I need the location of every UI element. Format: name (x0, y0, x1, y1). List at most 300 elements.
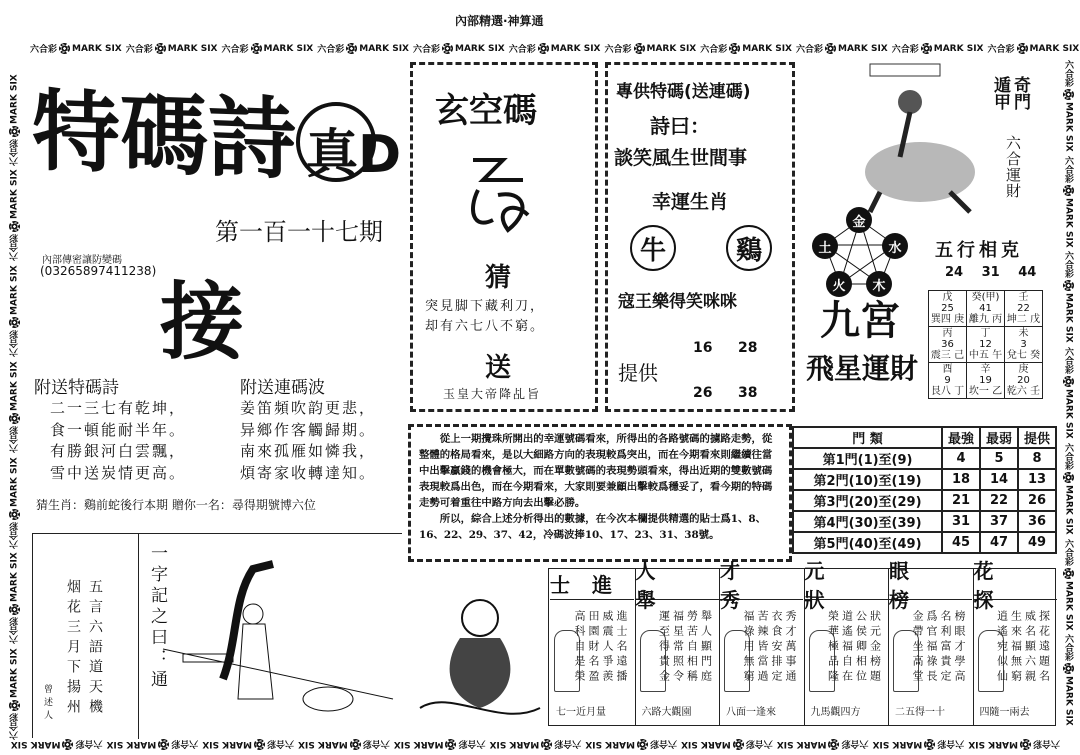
mark-six-logo (873, 738, 965, 751)
wuxing-number: 24 (945, 265, 964, 280)
lady-rabbit-illustration (143, 539, 403, 739)
rank-verse-line: 福祿用無窮 (742, 610, 755, 685)
wuxing-number: 31 (981, 265, 1000, 280)
palace-number: 3 (1020, 339, 1027, 350)
mark-six-border-bottom (10, 738, 1060, 751)
brand-en: MARK SIX (838, 43, 888, 54)
brand-en: MARK SIX (681, 739, 731, 750)
provide-label: 提供 (618, 361, 658, 385)
poem1-line: 雪中送炭情更高。 (50, 463, 187, 482)
rank-title-char: 眼榜 (889, 558, 931, 612)
gate-table-cell: 36 (1018, 511, 1056, 532)
rank-title-char: 人舉 (635, 558, 678, 612)
brand-zh: 六合彩 (1063, 251, 1073, 279)
flower-logo-icon (9, 700, 20, 711)
element-earth: 土 (812, 233, 838, 259)
rank-verse-line: 金帶坐高堂 (911, 610, 924, 685)
rank-verse-line: 公侯卿相位 (854, 610, 868, 685)
brand-en: MARK SIX (298, 739, 348, 750)
rank-verse (995, 610, 1051, 685)
palace-number: 20 (1017, 375, 1030, 386)
mark-six-logo (892, 42, 984, 55)
flower-logo-icon (251, 43, 262, 54)
gate-table-cell: 4 (942, 448, 980, 469)
rank-column (635, 558, 719, 726)
palace-direction: 乾六 壬 (1006, 386, 1041, 397)
brand-en: MARK SIX (776, 739, 827, 750)
palace-direction: 艮八 丁 (930, 386, 965, 397)
brand-en: MARK SIX (872, 739, 923, 750)
rank-title-char: 士進 (550, 573, 634, 597)
rank-footer: 六路大觀園 (641, 707, 692, 718)
mark-six-logo (1062, 60, 1075, 152)
rank-verse-line: 福星常照令 (671, 610, 685, 685)
palace-number: 36 (941, 339, 954, 350)
xuankong-title: 玄空碼 (435, 91, 537, 131)
riddle-heading: 一字記之曰：通 (147, 544, 167, 691)
rank-verse-line: 衣食安排定 (770, 610, 783, 685)
rank-title-char: 花探 (973, 558, 1016, 612)
poem1 (50, 398, 186, 484)
poem1-line: 有勝銀河白雲飄， (50, 442, 187, 460)
brand-en: MARK SIX (1063, 580, 1074, 631)
brand-en: MARK SIX (9, 648, 20, 698)
brand-en: MARK SIX (742, 43, 792, 54)
poem2-line: 异鄉作客觸歸期。 (240, 420, 377, 439)
brand-zh: 六合彩 (10, 138, 20, 166)
rank-verse-line: 田園財名盈 (587, 610, 600, 685)
rank-verse-line: 生來福無窮 (1009, 610, 1023, 685)
riddle-line: 烟花三月下揚州 (65, 579, 81, 719)
special-title: 專供特碼(送連碼) (616, 82, 751, 102)
flower-logo-icon (825, 43, 836, 54)
brand-en: MARK SIX (72, 43, 122, 54)
flower-logo-icon (924, 739, 935, 750)
rank-column (804, 558, 888, 726)
rank-footer: 七一近月量 (556, 707, 606, 718)
secret-code-label: 內部傳密讓防變碼 (42, 255, 122, 266)
palace-number: 41 (979, 303, 992, 314)
rank-title-char: 元狀 (804, 558, 847, 612)
palace-cell (929, 327, 967, 363)
flower-logo-icon (634, 43, 645, 54)
xuankong-poem-line: 却有六七八不窮。 (425, 319, 546, 334)
mark-six-logo (222, 42, 314, 55)
mark-six-logo (796, 42, 888, 55)
mark-six-logo (968, 738, 1060, 751)
rank-verse-line: 狀元金榜題 (868, 610, 882, 685)
rank-footer: 四隨一兩去 (979, 707, 1030, 718)
brand-en: MARK SIX (933, 43, 984, 54)
mark-six-logo (585, 738, 677, 751)
brand-en: MARK SIX (9, 361, 20, 411)
flower-logo-icon (1063, 568, 1074, 579)
brand-en: MARK SIX (10, 739, 61, 750)
rank-verse-line: 道遙福自在 (840, 610, 854, 685)
riddle-author: 曾述人 (42, 684, 52, 723)
rank-footer: 八面一逢來 (726, 707, 776, 718)
warrior-horse-illustration (840, 62, 980, 212)
brand-en: MARK SIX (9, 73, 20, 124)
gate-table-cell: 18 (942, 469, 980, 490)
provided-number: 16 (693, 340, 713, 356)
mark-six-logo (1062, 539, 1075, 631)
brand-zh: 六合彩 (1032, 738, 1060, 748)
rank-verse-line: 勞苦自相稱 (685, 610, 699, 685)
flower-logo-icon (1063, 89, 1074, 100)
brand-en: MARK SIX (1063, 293, 1074, 344)
mark-six-logo (777, 738, 869, 751)
brand-en: MARK SIX (1063, 389, 1074, 439)
rank-verse-line: 苦辣皆當過 (756, 610, 769, 685)
brand-zh: 六合彩 (508, 45, 536, 55)
mark-six-logo (1062, 156, 1075, 248)
palace-number: 25 (941, 303, 954, 314)
brand-en: MARK SIX (359, 43, 409, 54)
flower-logo-icon (9, 126, 20, 137)
brand-en: MARK SIX (1063, 484, 1074, 535)
poem-label: 詩曰： (650, 114, 710, 138)
special-box (605, 62, 795, 412)
mark-six-logo (413, 42, 505, 55)
brand-zh: 六合彩 (266, 738, 294, 748)
rank-verse-line: 運至得貴金 (657, 610, 671, 685)
brand-en: MARK SIX (9, 456, 20, 507)
flower-logo-icon (9, 221, 20, 232)
palace-cell (929, 291, 967, 327)
flower-logo-icon (350, 739, 361, 750)
zodiac-ox: 牛 (630, 225, 676, 271)
mark-six-logo (11, 738, 103, 751)
palace-stem: 丁 (980, 328, 991, 339)
mark-six-logo (1062, 251, 1075, 343)
poem2-title: 附送連碼波 (240, 378, 325, 398)
rank-verse-line: 名利富貴定 (939, 610, 952, 685)
brand-zh: 六合彩 (1063, 442, 1073, 470)
gate-table-row (793, 490, 1056, 511)
xuankong-signature: 玉皇大帝降乩旨 (443, 387, 542, 401)
brand-en: MARK SIX (1029, 43, 1080, 54)
palace-number: 9 (944, 375, 951, 386)
rank-title (804, 558, 888, 612)
mark-six-logo (107, 738, 199, 751)
gate-table-cell: 31 (942, 511, 980, 532)
special-poem: 談笑風生世間事 (614, 147, 748, 169)
mark-six-logo (8, 170, 21, 262)
flower-logo-icon (9, 413, 20, 424)
gate-table-cell: 第1門(1)至(9) (793, 448, 942, 469)
brand-zh: 六合彩 (1063, 155, 1073, 183)
rank-title (550, 568, 634, 600)
mark-six-border-top (30, 42, 1080, 55)
brand-en: MARK SIX (202, 739, 252, 750)
special-line: 寇王樂得笑咪咪 (618, 292, 737, 312)
brand-zh: 六合彩 (10, 713, 20, 740)
brand-en: MARK SIX (1063, 676, 1074, 727)
poem2 (240, 398, 376, 484)
brand-zh: 六合彩 (841, 738, 869, 748)
palace-stem: 辛 (980, 364, 991, 375)
poem2-line: 南來孤雁如憐我， (240, 442, 377, 460)
brand-zh: 六合彩 (362, 738, 390, 748)
palace-stem: 庚 (1018, 364, 1029, 375)
mark-six-border-left (8, 60, 21, 740)
brand-zh: 六合彩 (10, 617, 20, 645)
flower-logo-icon (155, 43, 166, 54)
mark-six-logo (8, 361, 21, 453)
mark-six-logo (1062, 443, 1075, 535)
brand-zh: 六合彩 (649, 738, 677, 748)
guess-label: 猜 (485, 263, 512, 293)
feixing-title: 飛星運財 (806, 352, 919, 385)
brand-zh: 六合彩 (10, 521, 20, 549)
palace-stem: 未 (1018, 328, 1029, 339)
guess-zodiac-line: 猜生肖：鷄前蛇後行本期 贈你一名：尋得期號博六位 (36, 498, 316, 512)
rank-column (550, 568, 634, 726)
issue-number: 第一百一十七期 (215, 218, 383, 246)
flower-logo-icon (346, 43, 357, 54)
gate-table-cell: 21 (942, 490, 980, 511)
rank-verse-line: 榮華極品隆 (826, 610, 840, 685)
rank-verse (741, 610, 797, 685)
rank-verse-line: 威震人爭羨 (601, 610, 614, 685)
brand-zh: 六合彩 (221, 45, 249, 55)
gate-table-cell: 第2門(10)至(19) (793, 469, 942, 490)
rank-title (720, 558, 803, 612)
flower-logo-icon (254, 739, 265, 750)
brand-zh: 六合彩 (458, 738, 486, 748)
brand-en: MARK SIX (106, 739, 157, 750)
nine-palace-grid (928, 290, 1043, 399)
deity-illustration (410, 568, 545, 738)
xuankong-poem-line: 突見脚下藏利刀， (425, 299, 546, 314)
gate-table-header: 提供 (1018, 427, 1056, 448)
mark-six-logo (30, 42, 122, 55)
mystery-symbol (463, 150, 543, 235)
flower-logo-icon (62, 739, 73, 750)
flower-logo-icon (1063, 185, 1074, 196)
provided-number: 38 (738, 385, 758, 401)
mark-six-border-right (1062, 60, 1075, 740)
brand-zh: 六合彩 (413, 45, 441, 55)
rank-column (888, 558, 972, 726)
rank-verse-line: 爲官福祿長 (925, 610, 938, 685)
rank-footer: 九馬觀四方 (810, 707, 861, 718)
palace-stem: 丙 (942, 328, 953, 339)
gate-table-cell: 49 (1018, 532, 1056, 553)
liuhe-label: 六合運財 (1004, 135, 1022, 199)
send-label: 送 (485, 353, 512, 383)
element-metal: 金 (846, 207, 872, 233)
palace-direction: 巽四 庚 (930, 314, 965, 325)
flower-logo-icon (442, 43, 453, 54)
gate-table-cell: 13 (1018, 469, 1056, 490)
gate-table-cell: 22 (980, 490, 1018, 511)
rank-verse-line: 進士名遠播 (615, 610, 628, 685)
gate-table-cell: 47 (980, 532, 1018, 553)
brand-zh: 六合彩 (604, 45, 632, 55)
mark-six-logo (202, 738, 294, 751)
flower-logo-icon (1063, 472, 1074, 483)
xuankong-poem (425, 297, 545, 337)
brand-en: MARK SIX (9, 552, 20, 603)
mark-six-logo (490, 738, 582, 751)
gate-table-cell: 26 (1018, 490, 1056, 511)
gate-table-cell: 5 (980, 448, 1018, 469)
flower-logo-icon (1063, 280, 1074, 291)
palace-cell (1005, 291, 1043, 327)
element-wood: 木 (866, 271, 892, 297)
mark-six-logo (988, 42, 1080, 55)
rank-verse-line: 高科自是榮 (573, 610, 586, 685)
palace-direction: 坤二 戊 (1006, 314, 1041, 325)
mark-six-logo (509, 42, 601, 55)
palace-stem: 酉 (942, 364, 953, 375)
mark-six-logo (1062, 347, 1075, 439)
flower-logo-icon (445, 739, 456, 750)
brand-zh: 六合彩 (796, 45, 824, 55)
main-title: 特碼詩 (32, 79, 297, 192)
rank-verse (910, 610, 966, 685)
gate-table-cell: 第4門(30)至(39) (793, 511, 942, 532)
brand-zh: 六合彩 (30, 45, 58, 55)
palace-direction: 中五 午 (968, 350, 1003, 361)
palace-stem: 戊 (942, 292, 953, 303)
rank-verse-line: 探花遠題名 (1037, 610, 1051, 685)
main-title-suffix: 真D (306, 125, 402, 185)
rank-verse (657, 610, 713, 685)
mark-six-logo (317, 42, 409, 55)
riddle-line: 五言六語道天機 (87, 579, 103, 719)
flower-logo-icon (921, 43, 932, 54)
element-fire: 火 (826, 271, 852, 297)
brand-en: MARK SIX (489, 739, 540, 750)
flower-logo-icon (729, 43, 740, 54)
palace-cell (1005, 327, 1043, 363)
brand-en: MARK SIX (455, 43, 505, 54)
brand-en: MARK SIX (167, 43, 218, 54)
riddle-box (32, 533, 402, 738)
rank-verse-line: 榜眼才學高 (953, 610, 966, 685)
brand-zh: 六合彩 (10, 330, 20, 358)
mark-six-logo (394, 738, 486, 751)
rank-title-char: 才秀 (720, 558, 762, 612)
brand-en: MARK SIX (9, 169, 20, 220)
palace-direction: 坎一 乙 (968, 386, 1003, 397)
brand-zh: 六合彩 (554, 738, 582, 748)
flower-logo-icon (1063, 376, 1074, 387)
palace-direction: 兌七 癸 (1006, 350, 1041, 361)
mark-six-logo (681, 738, 773, 751)
gate-table-cell: 37 (980, 511, 1018, 532)
poem1-title: 附送特碼詩 (34, 378, 119, 398)
rank-verse-line: 逍遙宛似仙 (995, 610, 1009, 685)
palace-number: 22 (1017, 303, 1030, 314)
gate-table-cell: 8 (1018, 448, 1056, 469)
rank-title (889, 558, 972, 612)
flower-logo-icon (733, 739, 744, 750)
brand-en: MARK SIX (646, 43, 697, 54)
xuankong-box (410, 62, 598, 412)
brand-zh: 六合彩 (1063, 538, 1073, 566)
brand-en: MARK SIX (9, 265, 20, 316)
brand-zh: 六合彩 (1063, 60, 1073, 87)
brand-en: MARK SIX (263, 43, 314, 54)
brand-zh: 六合彩 (987, 45, 1015, 55)
secret-code: (03265897411238) (40, 264, 157, 278)
provided-number: 26 (693, 385, 713, 401)
rank-footer: 二五得一十 (895, 707, 945, 718)
rank-column (973, 558, 1057, 726)
brand-zh: 六合彩 (700, 45, 728, 55)
brand-zh: 六合彩 (125, 45, 153, 55)
brand-zh: 六合彩 (1063, 347, 1073, 375)
palace-cell (967, 291, 1005, 327)
flower-logo-icon (59, 43, 70, 54)
wuxing-number: 44 (1018, 265, 1037, 280)
brand-zh: 六合彩 (891, 45, 919, 55)
mark-six-logo (8, 457, 21, 549)
palace-number: 12 (979, 339, 992, 350)
flower-logo-icon (9, 604, 20, 615)
gate-table-cell: 45 (942, 532, 980, 553)
poem2-line: 姜笛頻吹韵更悲， (240, 399, 377, 417)
jiugong-title: 九宮 (820, 297, 900, 344)
gate-table-row (793, 532, 1056, 553)
gate-table-row (793, 511, 1056, 532)
analysis-paragraph: 從上一期攪珠所開出的幸運號碼看來，所得出的各路號碼的擄路走勢，從整體的格局看來，是以大細路方向的表現較爲突出，而在今期看來則繼續往當中出擊贏錢的機會極大，而在單數號碼的表現勢頭看來，得出近期的雙數號碼表現較爲出色，而在今期看來，大家則要兼顧出擊較爲穩妥了，看今期的特碼走勢可着重往中路方向去出擊必勝。 (419, 433, 773, 509)
palace-cell (967, 327, 1005, 363)
palace-cell (1005, 363, 1043, 399)
wuxing-label: 五行相克 (935, 240, 1023, 261)
zodiac-rooster: 鷄 (726, 225, 772, 271)
mark-six-logo (700, 42, 792, 55)
brand-en: MARK SIX (550, 43, 601, 54)
flower-logo-icon (1017, 43, 1028, 54)
mark-six-logo (605, 42, 697, 55)
brand-en: MARK SIX (968, 739, 1018, 750)
big-character: 接 (160, 272, 245, 371)
wuxing-numbers (945, 265, 1036, 280)
palace-direction: 離九 丙 (968, 314, 1003, 325)
brand-en: MARK SIX (1063, 197, 1074, 248)
flower-logo-icon (828, 739, 839, 750)
brand-zh: 六合彩 (75, 738, 103, 748)
header-tagline: 內部精選·神算通 (455, 14, 544, 28)
mark-six-logo (8, 648, 21, 740)
palace-cell (967, 363, 1005, 399)
rank-verse-line: 秀才萬事通 (784, 610, 797, 685)
mark-six-logo (8, 74, 21, 166)
brand-en: MARK SIX (1063, 102, 1074, 152)
mark-six-logo (8, 265, 21, 357)
brand-en: MARK SIX (585, 739, 635, 750)
mark-six-logo (8, 553, 21, 645)
mark-six-logo (298, 738, 390, 751)
brand-en: MARK SIX (393, 739, 444, 750)
rank-verse-line: 舉人顯門庭 (699, 610, 713, 685)
palace-cell (929, 363, 967, 399)
gate-table-row (793, 469, 1056, 490)
gate-table-cell: 第3門(20)至(29) (793, 490, 942, 511)
poem1-line: 二一三七有乾坤， (50, 399, 187, 417)
poem1-line: 食一頓能耐半年。 (50, 420, 187, 439)
flower-logo-icon (1063, 663, 1074, 674)
lucky-zodiac-label: 幸運生肖 (652, 191, 729, 213)
brand-zh: 六合彩 (10, 234, 20, 262)
analysis-box (408, 424, 792, 562)
poem2-line: 煩寄家收轉達知。 (240, 463, 377, 482)
